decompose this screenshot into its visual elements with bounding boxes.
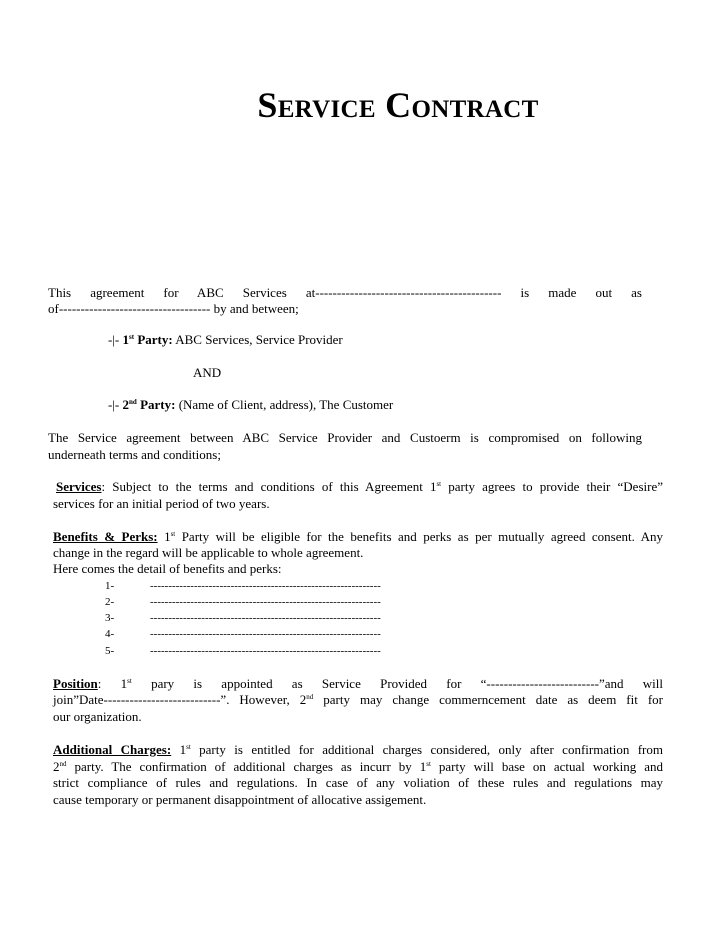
- benefits-item: [105, 578, 381, 594]
- list-item-number: 1-: [105, 580, 115, 592]
- additional-line-1: Additional Charges: 1st party is entitled for additional charges considered, only after confirmation from: [53, 742, 663, 757]
- additional-heading: Additional Charges:: [53, 742, 172, 757]
- party-1-value: ABC Services, Service Provider: [172, 332, 343, 347]
- list-item-number: 5-: [105, 645, 115, 657]
- and-text: AND: [193, 365, 222, 380]
- list-item-number: 4-: [105, 628, 115, 640]
- benefits-line-2: change in the regard will be applicable to whole agreement.: [53, 545, 364, 560]
- position-line-2: join”Date---------------------------”. However, 2nd party may change commerncement date as deem fit for: [53, 692, 663, 707]
- party-2-prefix: -|-: [108, 397, 123, 412]
- additional-line-3: strict compliance of rules and regulations. In case of any voliation of these rules and regulations may: [53, 775, 663, 790]
- document-title: Service Contract: [257, 85, 539, 125]
- list-item-number: 3-: [105, 612, 115, 624]
- services-line-1: Services: Subject to the terms and conditions of this Agreement 1st party agrees to provide their “Desire”: [56, 479, 663, 494]
- list-item-text: ---------------------------------------------------------------: [150, 580, 381, 592]
- party-2-value: (Name of Client, address), The Customer: [175, 397, 394, 412]
- party-1-label: 1st Party:: [122, 332, 173, 347]
- position-line-1: Position: 1st pary is appointed as Service Provided for “--------------------------”and will: [53, 676, 663, 691]
- agreement-line-2: underneath terms and conditions;: [48, 447, 221, 462]
- agreement-line-1: The Service agreement between ABC Service Provider and Custoerm is compromised on following: [48, 430, 642, 445]
- additional-line-4: cause temporary or permanent disappointment of allocative assigement.: [53, 792, 427, 807]
- benefits-item: [105, 594, 381, 610]
- benefits-line-1: Benefits & Perks: 1st Party will be eligible for the benefits and perks as per mutually agreed consent. Any: [53, 529, 663, 544]
- benefits-line-3: Here comes the detail of benefits and perks:: [53, 561, 282, 576]
- list-item-number: 2-: [105, 596, 115, 608]
- party-1-prefix: -|-: [108, 332, 123, 347]
- additional-line-2: 2nd party. The confirmation of additional charges as incurr by 1st party will base on actual working and: [53, 759, 663, 774]
- position-line-3: our organization.: [53, 709, 142, 724]
- party-1: [108, 332, 343, 348]
- list-item-text: ---------------------------------------------------------------: [150, 612, 381, 624]
- list-item-text: ---------------------------------------------------------------: [150, 645, 381, 657]
- list-item-text: ---------------------------------------------------------------: [150, 628, 381, 640]
- benefits-item: [105, 626, 381, 642]
- intro-line-2: of----------------------------------- by and between;: [48, 301, 299, 316]
- intro-line-1: This agreement for ABC Services at------------------------------------------- is made out as: [48, 285, 642, 300]
- benefits-heading: Benefits & Perks:: [53, 529, 158, 544]
- party-2: [108, 397, 393, 413]
- party-2-label: 2nd Party:: [122, 397, 176, 412]
- services-heading: Services: [56, 479, 102, 494]
- list-item-text: ---------------------------------------------------------------: [150, 596, 381, 608]
- benefits-item: [105, 610, 381, 626]
- benefits-item: [105, 643, 381, 659]
- position-heading: Position: [53, 676, 98, 691]
- services-line-2: services for an initial period of two years.: [53, 496, 270, 511]
